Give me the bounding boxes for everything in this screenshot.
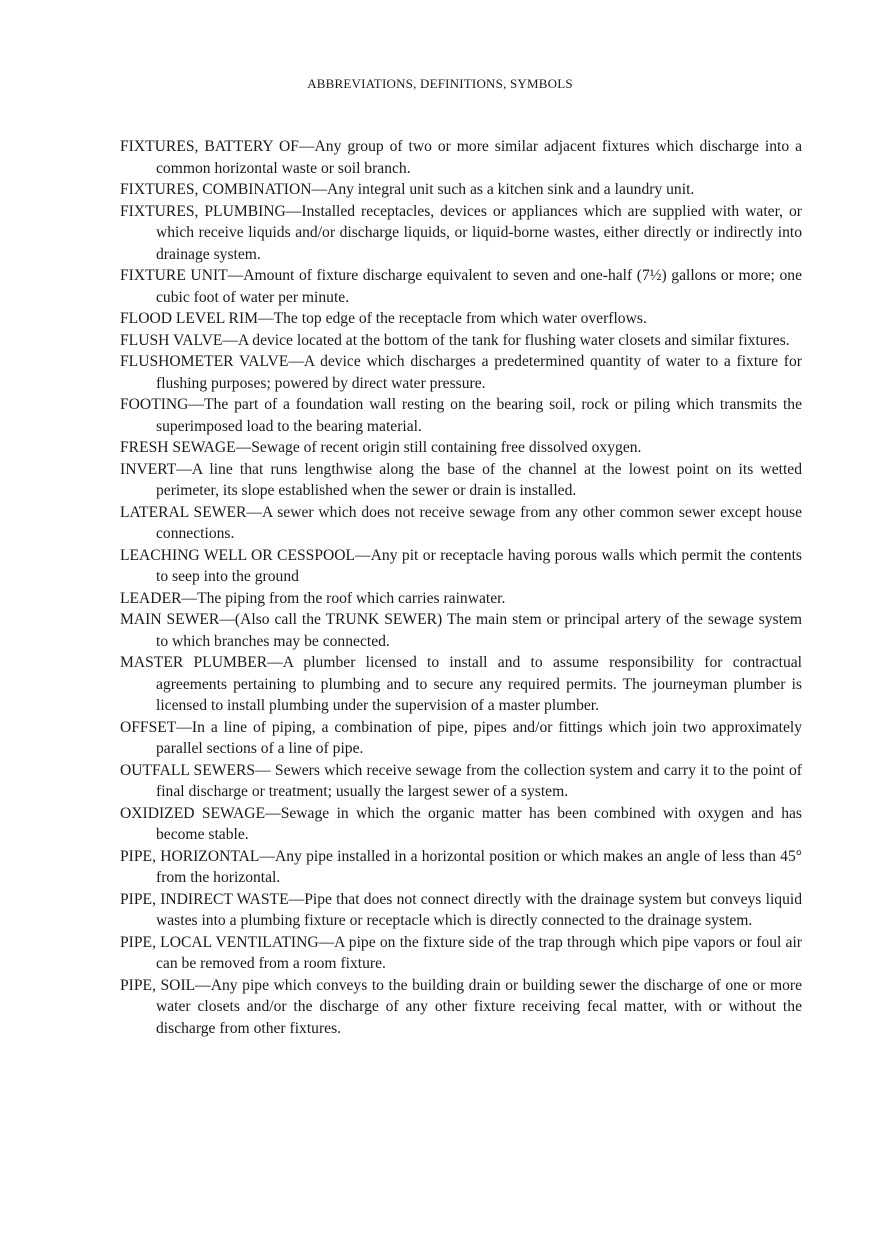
definition-fixture-unit: FIXTURE UNIT—Amount of fixture discharge equivalent to seven and one-half (7½) gallons or more; one cubic foot of water per minute. [120,267,802,306]
definition-offset: OFFSET—In a line of piping, a combination of pipe, pipes and/or fittings which join two approximately parallel sections of a line of pipe. [120,718,802,757]
definition-fresh-sewage: FRESH SEWAGE—Sewage of recent origin still containing free dissolved oxygen. [120,439,642,456]
definition-outfall-sewers: OUTFALL SEWERS— Sewers which receive sewage from the collection system and carry it to the point of final discharge or treatment; usually the largest sewer of a system. [120,761,802,800]
definition-lateral-sewer: LATERAL SEWER—A sewer which does not receive sewage from any other common sewer except house connections. [120,503,802,542]
definition-pipe-local-ventilating: PIPE, LOCAL VENTILATING—A pipe on the fixture side of the trap through which pipe vapors or foul air can be removed from a room fixture. [120,933,802,972]
definitions-list [120,136,802,1039]
definition-leader: LEADER—The piping from the roof which carries rainwater. [120,589,506,607]
definition-fixtures-combination: FIXTURES, COMBINATION—Any integral unit such as a kitchen sink and a laundry unit. [120,181,695,198]
definition-pipe-horizontal: PIPE, HORIZONTAL—Any pipe installed in a horizontal position or which makes an angle of less than 45° from the horizontal. [120,847,802,886]
definition-invert: INVERT—A line that runs lengthwise along the base of the channel at the lowest point on its wetted perimeter, its slope established when the sewer or drain is installed. [120,460,802,499]
definition-pipe-soil: PIPE, SOIL—Any pipe which conveys to the building drain or building sewer the discharge of one or more water closets and/or the discharge of any other fixture receiving fecal matter, with or without the discharge from other fixtures. [120,976,802,1037]
definition-pipe-indirect-waste: PIPE, INDIRECT WASTE—Pipe that does not connect directly with the drainage system but conveys liquid wastes into a plumbing fixture or receptacle which is directly connected to the drainage system. [120,890,802,929]
definition-footing: FOOTING—The part of a foundation wall resting on the bearing soil, rock or piling which transmits the superimposed load to the bearing material. [120,396,802,435]
definition-oxidized-sewage: OXIDIZED SEWAGE—Sewage in which the organic matter has been combined with oxygen and has become stable. [120,804,802,843]
definition-fixtures-plumbing: FIXTURES, PLUMBING—Installed receptacles, devices or appliances which are supplied with water, or which receive liquids and/or discharge liquids, or liquid-borne wastes, either directly or indirectly into drainage system. [120,202,802,263]
definition-leaching-well: LEACHING WELL OR CESSPOOL—Any pit or receptacle having porous walls which permit the contents to seep into the ground [120,546,802,585]
definition-main-sewer: MAIN SEWER—(Also call the TRUNK SEWER) The main stem or principal artery of the sewage system to which branches may be connected. [120,611,802,650]
definition-flood-level-rim: FLOOD LEVEL RIM—The top edge of the receptacle from which water overflows. [120,310,647,327]
definition-flush-valve: FLUSH VALVE—A device located at the bottom of the tank for flushing water closets and similar fixtures. [120,331,790,349]
definition-fixtures-battery-of: FIXTURES, BATTERY OF—Any group of two or more similar adjacent fixtures which discharge into a common horizontal waste or soil branch. [120,138,802,177]
definition-master-plumber: MASTER PLUMBER—A plumber licensed to install and to assume responsibility for contractual agreements pertaining to plumbing and to secure any required permits. The journeyman plumber is licensed to install plumbing under the supervision of a master plumber. [120,654,802,714]
definition-flushometer-valve: FLUSHOMETER VALVE—A device which discharges a predetermined quantity of water to a fixture for flushing purposes; powered by direct water pressure. [120,353,802,392]
running-header: ABBREVIATIONS, DEFINITIONS, SYMBOLS [307,76,573,91]
